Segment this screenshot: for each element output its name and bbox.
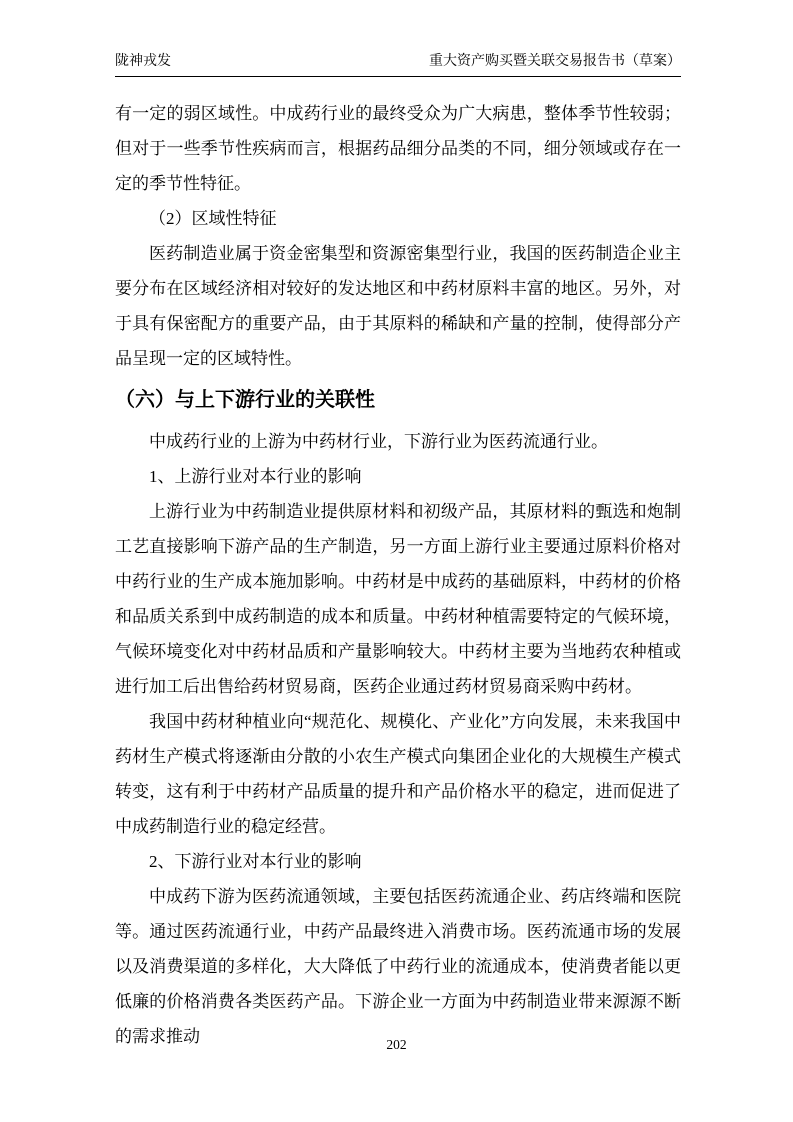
paragraph-upstream-impact-1: 上游行业为中药制造业提供原材料和初级产品，其原材料的甄选和炮制工艺直接影响下游产品的生产制造，另一方面上游行业主要通过原料价格对中药行业的生产成本施加影响。中药材是中成药的基础原料，中药材的价格和品质关系到中成药制造的成本和质量。中药材种植需要特定的气候环境，气候环境变化对中药材品质和产量影响较大。中药材主要为当地药农种植或进行加工后出售给药材贸易商，医药企业通过药材贸易商采购中药材。 — [115, 502, 681, 696]
paragraph-industry-chain-intro: 中成药行业的上游为中药材行业，下游行业为医药流通行业。 — [149, 432, 608, 451]
heading-regional-characteristics: （2）区域性特征 — [149, 209, 277, 228]
paragraph-seasonality-continued: 有一定的弱区域性。中成药行业的最终受众为广大病患，整体季节性较弱；但对于一些季节性疾病而言，根据药品细分品类的不同，细分领域或存在一定的季节性特征。 — [115, 104, 681, 193]
paragraph-downstream-impact: 中成药下游为医药流通领域，主要包括医药流通企业、药店终端和医院等。通过医药流通行业，中药产品最终进入消费市场。医药流通市场的发展以及消费渠道的多样化，大大降低了中药行业的流通成本，使消费者能以更低廉的价格消费各类医药产品。下游企业一方面为中药制造业带来源源不断的需求推动 — [115, 887, 681, 1046]
section-heading-upstream-downstream-relation: （六）与上下游行业的关联性 — [115, 389, 375, 411]
heading-upstream-impact: 1、上游行业对本行业的影响 — [149, 467, 362, 486]
page-header — [115, 52, 681, 77]
header-left-title: 陇神戎发 — [115, 54, 171, 69]
page-number: 202 — [386, 1037, 407, 1052]
header-right-title: 重大资产购买暨关联交易报告书（草案） — [429, 54, 681, 69]
paragraph-upstream-impact-2: 我国中药材种植业向“规范化、规模化、产业化”方向发展，未来我国中药材生产模式将逐渐由分散的小农生产模式向集团企业化的大规模生产模式转变，这有利于中药材产品质量的提升和产品价格水平的稳定，进而促进了中成药制造行业的稳定经营。 — [115, 712, 681, 836]
document-body — [115, 96, 681, 1054]
paragraph-regional-characteristics: 医药制造业属于资金密集型和资源密集型行业，我国的医药制造企业主要分布在区域经济相对较好的发达地区和中药材原料丰富的地区。另外，对于具有保密配方的重要产品，由于其原料的稀缺和产量的控制，使得部分产品呈现一定的区域特性。 — [115, 244, 681, 368]
page-footer — [0, 1036, 793, 1054]
heading-downstream-impact: 2、下游行业对本行业的影响 — [149, 852, 362, 871]
